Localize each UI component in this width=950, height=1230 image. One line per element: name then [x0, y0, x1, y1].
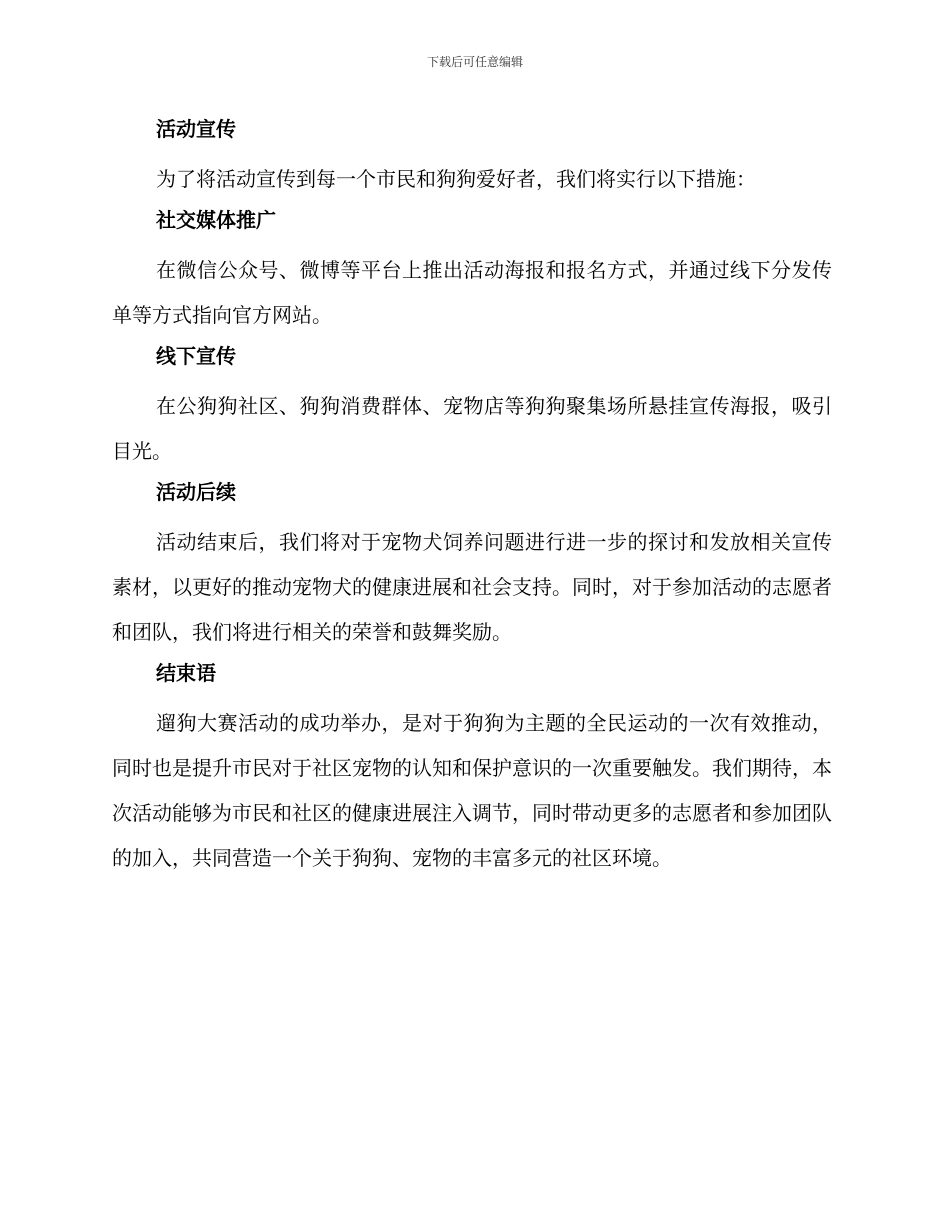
section-heading: 线下宣传: [156, 344, 236, 368]
section-heading: 社交媒体推广: [156, 208, 276, 232]
section-paragraph: 在微信公众号、微博等平台上推出活动海报和报名方式，并通过线下分发传单等方式指向官方网站。: [112, 258, 832, 327]
section-paragraph: 活动结束后，我们将对于宠物犬饲养问题进行进一步的探讨和发放相关宣传素材，以更好的推动宠物犬的健康进展和社会支持。同时，对于参加活动的志愿者和团队，我们将进行相关的荣誉和鼓舞奖励。: [112, 530, 832, 644]
header-note: 下载后可任意编辑: [426, 55, 523, 69]
section-paragraph: 为了将活动宣传到每一个市民和狗狗爱好者，我们将实行以下措施：: [156, 167, 756, 191]
section-heading: 活动后续: [156, 480, 236, 504]
section-heading: 结束语: [156, 661, 216, 685]
section-paragraph: 遛狗大赛活动的成功举办，是对于狗狗为主题的全民运动的一次有效推动，同时也是提升市民对于社区宠物的认知和保护意识的一次重要触发。我们期待，本次活动能够为市民和社区的健康进展注入调节，同时带动更多的志愿者和参加团队的加入，共同营造一个关于狗狗、宠物的丰富多元的社区环境。: [112, 711, 832, 870]
section-heading: 活动宣传: [156, 117, 236, 141]
document-body: [112, 112, 832, 882]
section-paragraph: 在公狗狗社区、狗狗消费群体、宠物店等狗狗聚集场所悬挂宣传海报，吸引目光。: [112, 394, 832, 463]
